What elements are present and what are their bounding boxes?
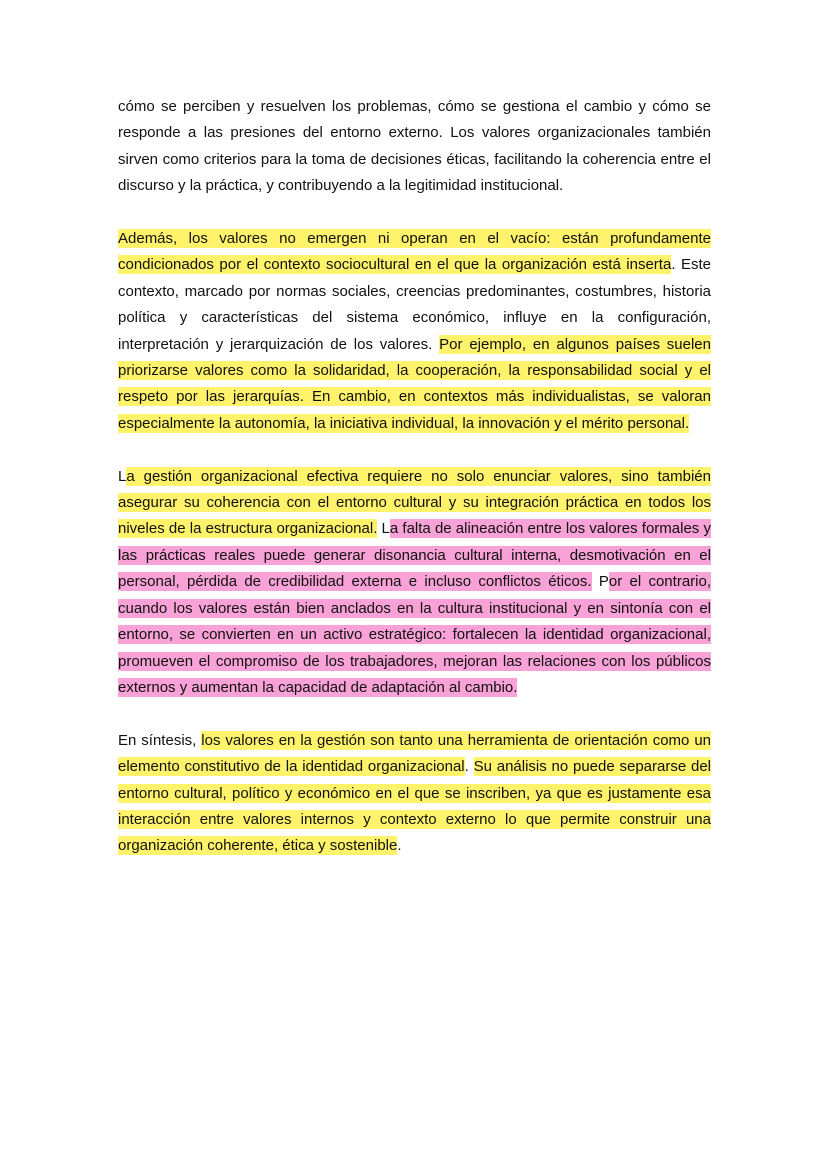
text-segment: P [591,573,609,591]
text-segment: . [397,837,402,855]
highlighted-segment-pink: or el contrario, cuando los valores están bien anclados en la cultura institucional y en sintonía con el entorno, se convierten en un activo estratégico: fortalecen la identidad organizacional, promueven el compromiso de los trabajadores, mejoran las relaciones con los públicos externos y aumentan la capacidad de adaptación al cambio. [118,573,711,696]
highlighted-segment-yellow: los valores en la gestión son tanto una herramienta de orientación como un elemento constitutivo de la identidad organizacional [118,731,712,776]
text-segment: En síntesis, [118,731,202,749]
text-segment: L [377,520,390,538]
paragraph-4 [118,728,711,860]
paragraph-1 [118,94,711,200]
highlighted-segment-yellow: Además, los valores no emergen ni operan en el vacío: están profundamente condicionados por el contexto sociocultural en el que la organización está inserta [118,230,711,274]
text-segment: cómo se perciben y resuelven los problemas, cómo se gestiona el cambio y cómo se responde a las presiones del entorno externo. Los valores organizacionales también sirven como criterios para la toma de decisiones éticas, facilitando la coherencia entre el discurso y la práctica, y contribuyendo a la legitimidad institucional. [118,98,711,195]
highlighted-segment-yellow: Su análisis no puede separarse del entorno cultural, político y económico en el que se inscriben, ya que es justamente esa interacción entre valores internos y contexto externo lo que permite construir una organización coherente, ética y sostenible [118,758,711,855]
highlighted-segment-yellow: a gestión organizacional efectiva requiere no solo enunciar valores, sino también asegurar su coherencia con el entorno cultural y su integración práctica en todos los niveles de la estructura organizacional. [118,467,711,538]
text-segment: L [118,467,127,485]
text-segment: . Este contexto, marcado por normas sociales, creencias predominantes, costumbres, historia política y características del sistema económico, influye en la configuración, interpretación y jerarquización de los valores. [118,256,711,353]
document-page [118,94,711,886]
highlighted-segment-yellow: Por ejemplo, en algunos países suelen priorizarse valores como la solidaridad, la cooperación, la responsabilidad social y el respeto por las jerarquías. En cambio, en contextos más individualistas, se valoran especialmente la autonomía, la iniciativa individual, la innovación y el mérito personal. [118,335,711,432]
text-segment: . [464,758,474,776]
highlighted-segment-pink: a falta de alineación entre los valores formales y las prácticas reales puede generar disonancia cultural interna, desmotivación en el personal, pérdida de credibilidad externa e incluso conflictos éticos. [118,520,711,591]
paragraph-3 [118,464,711,702]
paragraph-2 [118,226,711,437]
